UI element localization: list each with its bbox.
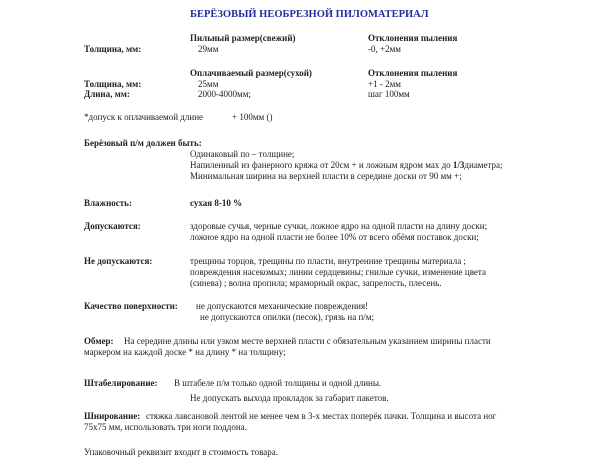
raw-thickness-value: 29мм xyxy=(198,44,219,54)
lacing-line-1: стяжка лавсановой лентой не менее чем в 3-х местах поперёк пачки. Толщина и высота ног xyxy=(146,411,497,421)
measure-line-1: На середине длины или узком месте верхней пласти с обязательным указанием ширины пласти xyxy=(124,336,491,346)
stacking-label: Штабелирование: xyxy=(84,378,158,388)
measure-label: Обмер: xyxy=(84,336,114,346)
requirements-line-3: Минимальная ширина на верхней пласти в середине доски от 90 мм +; xyxy=(190,171,462,181)
lacing-line-2: 75х75 мм, использовать три ноги поддона. xyxy=(84,422,247,432)
requirements-line-1: Одинаковый по – толщине; xyxy=(190,149,295,159)
allowed-line-1: здоровые сучья, черные сучки, ложное ядро на одной пласти на длину доски; xyxy=(190,221,488,231)
not-allowed-line-1: трещины торцов, трещины по пласти, внутренние трещины материала ; xyxy=(190,256,466,266)
not-allowed-line-3: (синева) ; волна пропила; мраморный окрас, запрелость, плесень. xyxy=(190,278,442,288)
tolerance-note: *допуск к оплачиваемой длине xyxy=(84,112,203,122)
paid-thickness-value: 25мм xyxy=(198,79,219,89)
packing-note: Упаковочный реквизит входит в стоимость товара. xyxy=(84,447,278,457)
raw-deviation-header: Отклонения пыления xyxy=(368,33,458,43)
paid-thickness-deviation: +1 - 2мм xyxy=(368,79,401,89)
raw-thickness-label: Толщина, мм: xyxy=(84,44,142,54)
not-allowed-line-2: повреждения насекомых; линии сердцевины; гнилые сучки, изменение цвета xyxy=(190,267,486,277)
humidity-label: Влажность: xyxy=(84,198,132,208)
length-label: Длина, мм: xyxy=(84,89,130,99)
surface-line-1: не допускаются механические повреждения! xyxy=(196,301,369,311)
length-step: шаг 100мм xyxy=(368,89,410,99)
not-allowed-label: Не допускаются: xyxy=(84,256,153,266)
paid-thickness-label: Толщина, мм: xyxy=(84,79,142,89)
stacking-line-1: В штабеле п/м только одной толщины и одной длины. xyxy=(174,378,382,388)
requirements-line-2: Напиленный из фанерного кряжа от 20см + и ложным ядром мах до 1/3диаметра; xyxy=(190,160,503,170)
tolerance-value: + 100мм () xyxy=(232,112,273,122)
requirements-label: Берёзовый п/м должен быть: xyxy=(84,138,202,148)
humidity-value: сухая 8-10 % xyxy=(190,198,243,208)
raw-thickness-deviation: -0, +2мм xyxy=(368,44,401,54)
measure-line-2: маркером на каждой доске * на длину * на толщину; xyxy=(84,347,286,357)
paid-deviation-header: Отклонения пыления xyxy=(368,68,458,78)
allowed-line-2: ложное ядро на одной пласти не более 10% от всего обёмя поставок доски; xyxy=(190,232,479,242)
length-value: 2000-4000мм; xyxy=(198,89,251,99)
page-title: БЕРЁЗОВЫЙ НЕОБРЕЗНОЙ ПИЛОМАТЕРИАЛ xyxy=(190,9,429,20)
lacing-label: Шнирование: xyxy=(84,411,141,421)
paid-size-header: Оплачиваемый размер(сухой) xyxy=(190,68,312,78)
stacking-line-2: Не допускать выхода прокладок за габарит пакетов. xyxy=(190,393,389,403)
surface-label: Качество поверхности: xyxy=(84,301,178,311)
surface-line-2: не допускаются опилки (песок), грязь на п/м; xyxy=(200,312,374,322)
allowed-label: Допускаются: xyxy=(84,221,141,231)
raw-size-header: Пильный размер(свежий) xyxy=(190,33,296,43)
